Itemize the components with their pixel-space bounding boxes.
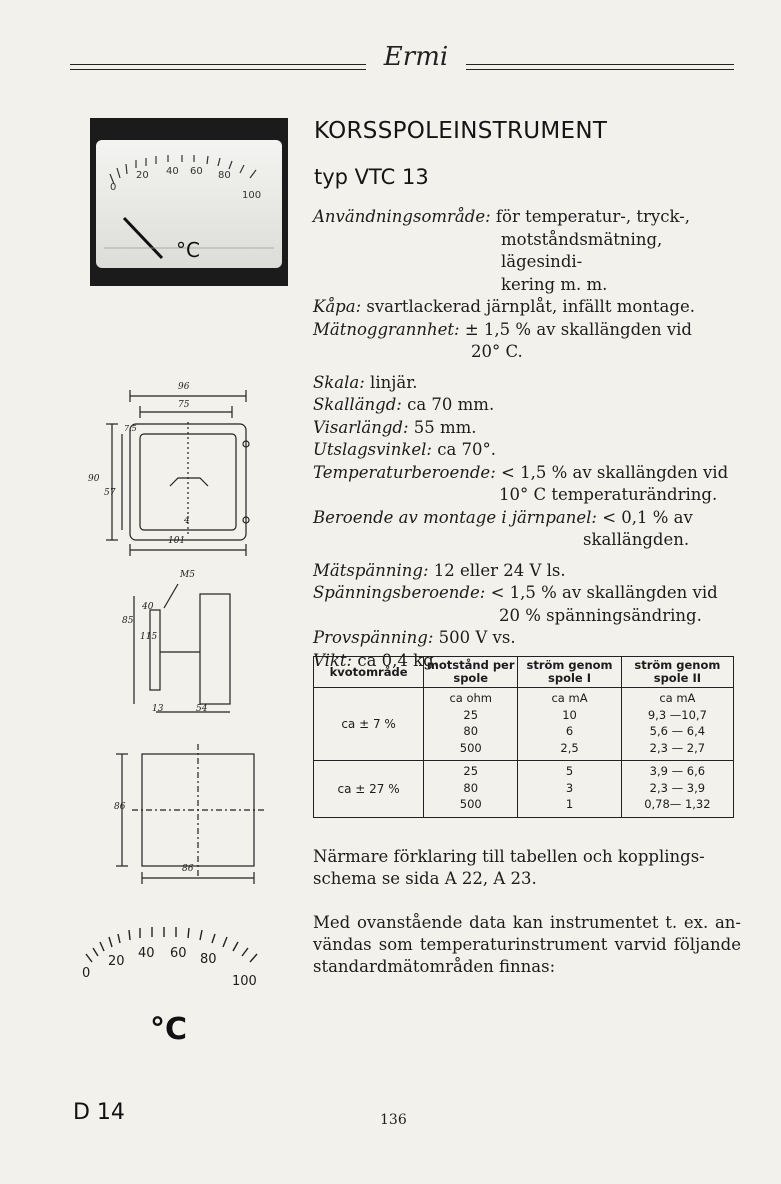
value-cell: [518, 688, 621, 761]
spec-table: [313, 656, 734, 818]
spec-continuation: kering m. m.: [501, 274, 608, 294]
spec-key: Spänningsberoende:: [313, 583, 486, 602]
scale-label-80: 80: [200, 952, 217, 967]
photo-unit: °C: [176, 238, 200, 262]
spec-value: ca 70°.: [431, 440, 497, 459]
spec-item: [313, 206, 741, 296]
col-header-quota: kvotområde: [314, 657, 424, 688]
spec-item: [313, 394, 741, 417]
unit-label: ca mA: [659, 691, 696, 705]
photo-scale-0: 0: [110, 182, 117, 193]
col-header-current-2: ström genom spole II: [621, 657, 733, 688]
spec-item: [313, 417, 741, 440]
spec-value: < 1,5 % av skallängden vid: [495, 462, 729, 482]
spec-key: Kåpa:: [313, 297, 362, 316]
scale-unit: °C: [150, 1012, 188, 1047]
value-line: 500: [459, 740, 482, 755]
value-line: 80: [463, 724, 479, 738]
scale-label-100: 100: [232, 974, 257, 989]
value-line: 25: [463, 707, 479, 722]
spec-continuation: 10° C temperaturändring.: [499, 485, 718, 504]
value-cell: [424, 688, 518, 761]
product-photo: [90, 118, 288, 286]
table-note: Närmare förklaring till tabellen och kopplings-schema se sida A 22, A 23.: [313, 847, 705, 888]
spec-value: för temperatur-, tryck-,: [490, 207, 690, 226]
page-number: 136: [380, 1112, 407, 1128]
spec-key: Beroende av montage i järnpanel:: [313, 507, 597, 527]
spec-list: [313, 206, 741, 672]
value-cell: [424, 761, 518, 818]
value-cell: [621, 761, 733, 818]
spec-item: [313, 560, 741, 583]
spec-item: [313, 582, 741, 627]
spec-item: [313, 507, 741, 552]
value-line: 3,9 — 6,6: [649, 764, 706, 778]
dim-front-height: 90: [88, 474, 100, 484]
spec-value: < 1,5 % av skallängden vid: [485, 583, 718, 602]
dim-side-115: 115: [140, 632, 158, 642]
dim-cutout-width: 86: [182, 864, 194, 874]
spec-value: 12 eller 24 V ls.: [428, 560, 566, 580]
dim-front-inner: 75: [178, 400, 190, 410]
spec-value: linjär.: [364, 372, 418, 392]
scale-illustration: [80, 912, 280, 1006]
usage-paragraph: Med ovanstående data kan instrumentet t. ex. an-vändas som temperaturinstrument varvid följande standardmätområden finnas:: [313, 913, 741, 976]
spec-key: Skallängd:: [313, 395, 402, 414]
col-header-current-1: ström genom spole I: [518, 657, 621, 688]
spec-continuation: 20 % spänningsändring.: [499, 605, 702, 625]
table-row: [314, 688, 734, 761]
spec-value: ca 70 mm.: [401, 395, 495, 414]
spec-item: [313, 462, 741, 507]
dim-side-thread: M5: [180, 570, 195, 580]
value-line: 25: [463, 764, 479, 778]
quota-range-cell: ca ± 27 %: [314, 761, 424, 818]
spec-key: Temperaturberoende:: [313, 462, 496, 482]
value-line: 1: [565, 797, 574, 811]
dim-front-width: 96: [178, 382, 190, 392]
photo-scale-40: 40: [166, 166, 179, 177]
value-line: 2,5: [560, 740, 579, 755]
value-line: 6: [565, 724, 574, 738]
spec-key: Visarlängd:: [313, 417, 409, 437]
value-line: 500: [459, 797, 482, 811]
catalog-code: D 14: [73, 1100, 125, 1125]
dim-side-40: 40: [142, 602, 154, 612]
value-line: 10: [562, 707, 577, 722]
value-line: 2,3 — 3,9: [649, 780, 706, 795]
spec-key: Mätnoggrannhet:: [313, 319, 460, 339]
spec-item: [313, 627, 741, 650]
spec-key: Mätspänning:: [313, 560, 429, 580]
spec-item: [313, 439, 741, 462]
spec-value: < 0,1 % av: [596, 507, 693, 527]
spec-value: 55 mm.: [408, 417, 477, 437]
dim-side-13: 13: [152, 704, 164, 714]
page-title: KORSSPOLEINSTRUMENT: [314, 118, 608, 144]
value-line: 0,78— 1,32: [644, 797, 711, 811]
table-header-row: [314, 657, 734, 688]
spec-key: Skala:: [313, 372, 365, 392]
spec-continuation: 20° C.: [471, 342, 523, 361]
logo-rule-right: [466, 64, 734, 74]
value-line: 5: [565, 764, 574, 778]
scale-label-60: 60: [170, 946, 187, 961]
photo-scale-100: 100: [242, 190, 262, 201]
value-cell: [518, 761, 621, 818]
dim-cutout-height: 86: [114, 802, 126, 812]
brand-logo: Ermi: [383, 42, 449, 72]
value-line: 2,3 — 2,7: [649, 740, 706, 755]
photo-scale-20: 20: [136, 170, 149, 181]
spec-value: ± 1,5 % av skallängden vid: [459, 319, 692, 339]
value-line: 9,3 —10,7: [647, 707, 707, 722]
dim-side-85: 85: [122, 616, 134, 626]
quota-range-table: [313, 656, 734, 818]
quota-range-cell: ca ± 7 %: [314, 688, 424, 761]
table-body: [314, 688, 734, 818]
spec-continuation: skallängden.: [583, 530, 690, 549]
dim-front-depth: 101: [168, 536, 186, 546]
table-row: [314, 761, 734, 818]
spec-item: [313, 319, 741, 364]
spec-key: Vikt:: [313, 650, 353, 670]
scale-label-0: 0: [82, 966, 91, 981]
value-line: 80: [463, 780, 479, 795]
scale-label-40: 40: [138, 946, 155, 961]
unit-label: ca ohm: [449, 691, 493, 705]
spec-value: ca 0,4 kg.: [352, 650, 439, 670]
spec-item: [313, 296, 741, 319]
dim-front-7-5: 7,5: [124, 424, 137, 433]
spec-key: Provspänning:: [313, 628, 434, 647]
col-header-resistance: motstånd per spole: [424, 657, 518, 688]
spec-continuation: motståndsmätning, lägesindi-: [501, 229, 663, 271]
photo-scale-80: 80: [218, 170, 231, 181]
spec-value: svartlackerad järnplåt, infällt montage.: [361, 297, 695, 316]
type-designation: typ VTC 13: [314, 165, 429, 189]
dim-front-57: 57: [104, 488, 116, 498]
spec-key: Utslagsvinkel:: [313, 440, 432, 459]
spec-item: [313, 372, 741, 395]
dim-side-54: 54: [196, 704, 208, 714]
spec-key: Användningsområde:: [313, 207, 491, 226]
value-line: 5,6 — 6,4: [649, 724, 706, 738]
value-cell: [621, 688, 733, 761]
spec-value: 500 V vs.: [433, 628, 516, 647]
unit-label: ca mA: [551, 691, 588, 705]
scale-label-20: 20: [108, 954, 125, 969]
logo-rule-left: [70, 64, 366, 74]
photo-scale-60: 60: [190, 166, 203, 177]
value-line: 3: [565, 780, 574, 795]
dim-front-hole: 4: [184, 516, 190, 526]
